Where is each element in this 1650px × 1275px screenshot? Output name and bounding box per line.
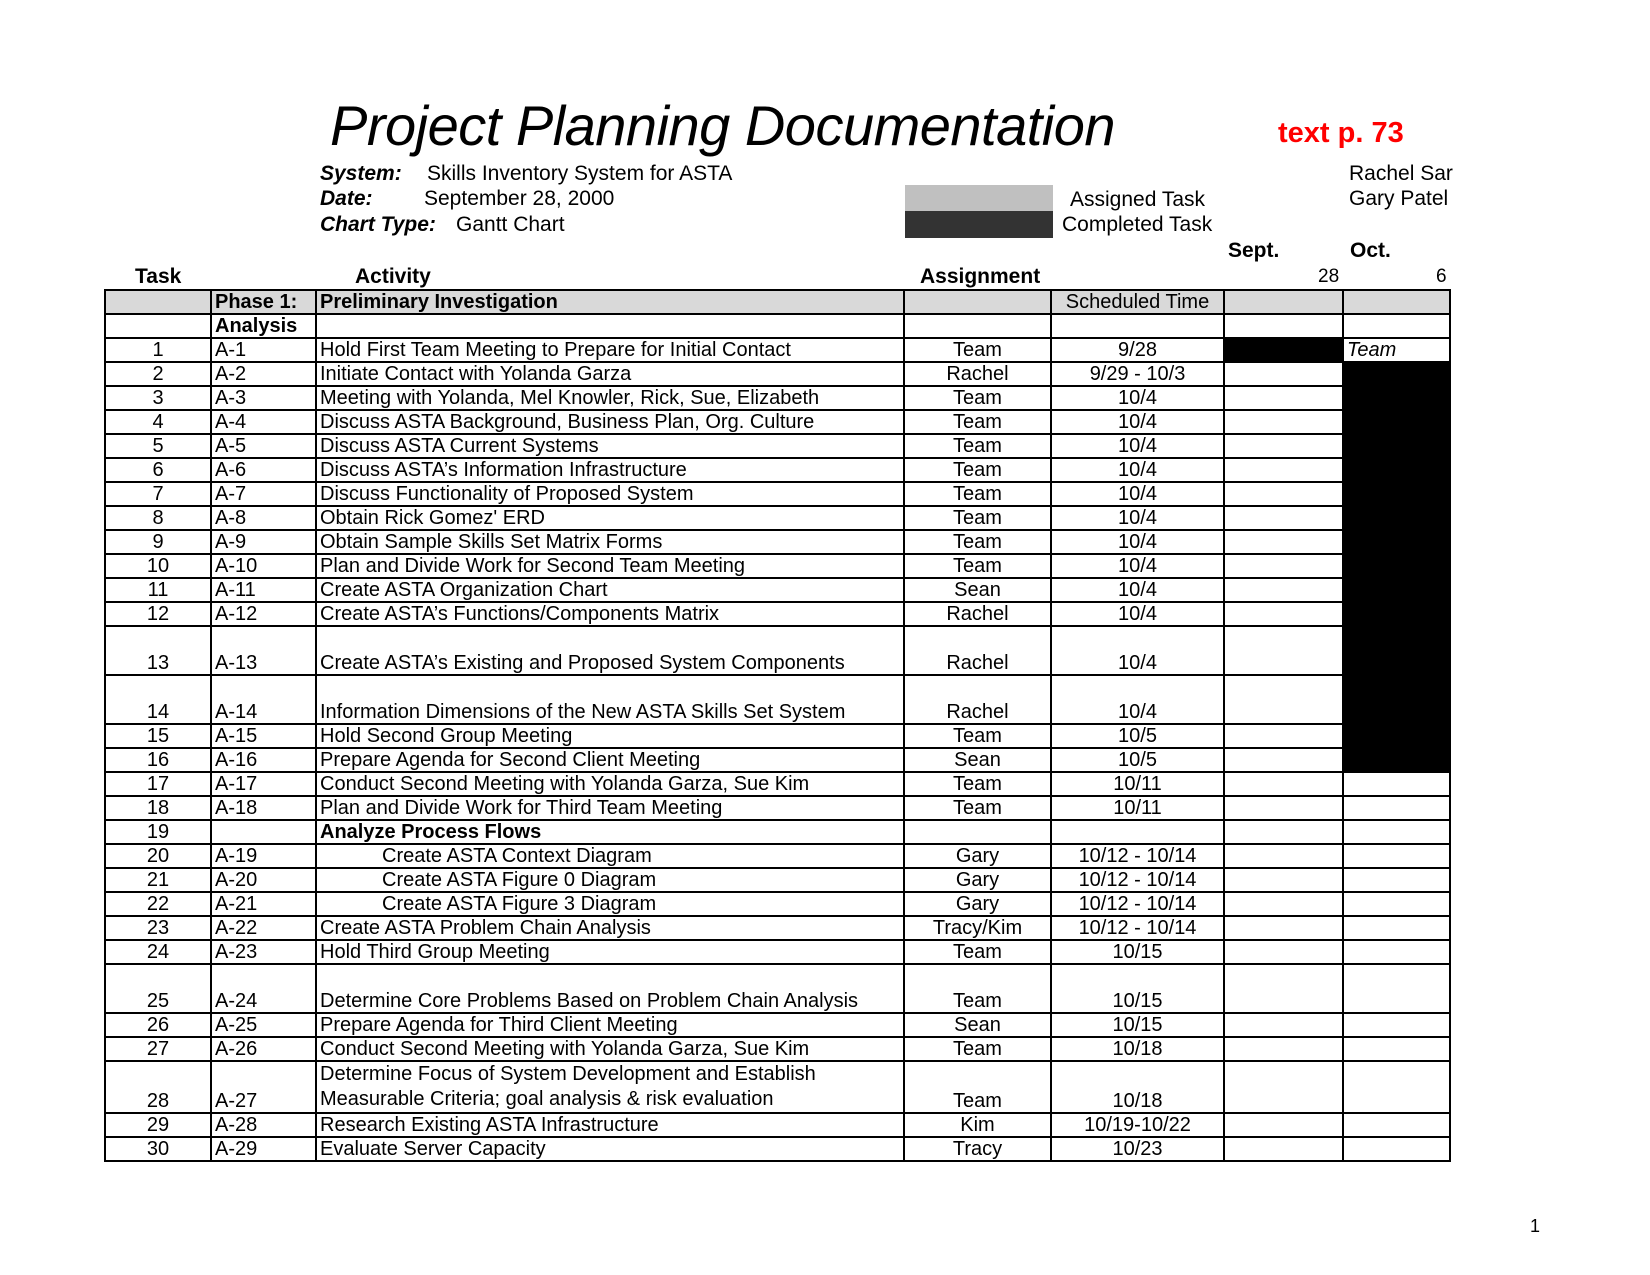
task-code: A-6 [211, 458, 316, 482]
column-header-month-oct: Oct. [1350, 239, 1391, 262]
text-reference: text p. 73 [1278, 117, 1404, 149]
task-number: 24 [105, 940, 211, 964]
table-row [105, 410, 1450, 434]
table-row [105, 554, 1450, 578]
assignment-cell: Team [904, 530, 1051, 554]
table-row [105, 482, 1450, 506]
week-oct-6-cell [1343, 796, 1450, 820]
phase-week2-cell [1343, 290, 1450, 314]
table-row [105, 1061, 1450, 1113]
week-sept-28-cell [1224, 820, 1343, 844]
scheduled-time-cell: 10/11 [1051, 772, 1224, 796]
activity-cell: Create ASTA’s Functions/Components Matrix [316, 602, 904, 626]
assignment-cell: Gary [904, 868, 1051, 892]
activity-cell: Information Dimensions of the New ASTA Skills Set System [316, 675, 904, 724]
task-number: 29 [105, 1113, 211, 1137]
gantt-completed-bar [1343, 386, 1450, 410]
table-row [105, 1013, 1450, 1037]
scheduled-time-cell: 10/12 - 10/14 [1051, 892, 1224, 916]
legend-completed-swatch [905, 211, 1053, 238]
assignment-cell: Team [904, 796, 1051, 820]
scheduled-time-cell: 10/4 [1051, 458, 1224, 482]
task-number: 12 [105, 602, 211, 626]
scheduled-time-cell: 10/12 - 10/14 [1051, 916, 1224, 940]
activity-cell: Initiate Contact with Yolanda Garza [316, 362, 904, 386]
activity-cell: Evaluate Server Capacity [316, 1137, 904, 1161]
date-label: Date: [320, 187, 373, 210]
task-number: 10 [105, 554, 211, 578]
assignment-cell: Team [904, 386, 1051, 410]
table-row [105, 626, 1450, 675]
week-sept-28-cell [1224, 626, 1343, 675]
assignment-cell: Team [904, 458, 1051, 482]
scheduled-time-cell: 10/5 [1051, 748, 1224, 772]
table-row [105, 772, 1450, 796]
week-sept-28-cell [1224, 434, 1343, 458]
task-number: 21 [105, 868, 211, 892]
task-number: 5 [105, 434, 211, 458]
scheduled-time-cell: 10/19-10/22 [1051, 1113, 1224, 1137]
week-sept-28-cell [1224, 554, 1343, 578]
gantt-completed-bar [1343, 530, 1450, 554]
week-sept-28-cell [1224, 458, 1343, 482]
table-row [105, 386, 1450, 410]
task-number: 19 [105, 820, 211, 844]
task-number: 1 [105, 338, 211, 362]
table-row [105, 362, 1450, 386]
scheduled-time-cell: 10/4 [1051, 602, 1224, 626]
activity-cell [316, 844, 904, 868]
table-row [105, 1137, 1450, 1161]
activity-cell: Obtain Rick Gomez' ERD [316, 506, 904, 530]
week-sept-28-cell [1224, 386, 1343, 410]
assignment-cell [904, 820, 1051, 844]
assignment-cell: Team [904, 940, 1051, 964]
week-oct-6-cell [1343, 1037, 1450, 1061]
assignment-cell: Team [904, 724, 1051, 748]
scheduled-time-cell: 10/15 [1051, 940, 1224, 964]
activity-cell: Discuss ASTA Background, Business Plan, Org. Culture [316, 410, 904, 434]
week-oct-6-cell [1343, 916, 1450, 940]
phase-week1-cell [1224, 290, 1343, 314]
gantt-completed-bar [1343, 554, 1450, 578]
table-row [105, 506, 1450, 530]
week-sept-28-cell [1224, 916, 1343, 940]
task-code: A-27 [211, 1061, 316, 1113]
task-code: A-8 [211, 506, 316, 530]
task-number: 11 [105, 578, 211, 602]
task-code: A-12 [211, 602, 316, 626]
task-number: 20 [105, 844, 211, 868]
phase-header-row [105, 290, 1450, 314]
assignment-cell: Sean [904, 1013, 1051, 1037]
activity-cell: Obtain Sample Skills Set Matrix Forms [316, 530, 904, 554]
assignment-cell: Team [904, 434, 1051, 458]
table-row [105, 892, 1450, 916]
page-number: 1 [1530, 1216, 1541, 1236]
activity-cell: Meeting with Yolanda, Mel Knowler, Rick, Sue, Elizabeth [316, 386, 904, 410]
week-sept-28-cell [1224, 844, 1343, 868]
task-number: 16 [105, 748, 211, 772]
assignment-cell: Rachel [904, 626, 1051, 675]
column-header-task: Task [135, 265, 182, 288]
week-oct-6-cell [1343, 964, 1450, 1013]
week-sept-28-cell [1224, 578, 1343, 602]
gantt-completed-bar [1224, 338, 1343, 362]
scheduled-time-cell: 10/4 [1051, 386, 1224, 410]
task-number: 4 [105, 410, 211, 434]
assignment-cell: Sean [904, 578, 1051, 602]
week-oct-6-cell [1343, 1113, 1450, 1137]
week-sept-28-cell [1224, 1061, 1343, 1113]
task-number: 28 [105, 1061, 211, 1113]
gantt-completed-bar [1343, 482, 1450, 506]
table-row [105, 916, 1450, 940]
task-number: 27 [105, 1037, 211, 1061]
activity-cell: Hold Third Group Meeting [316, 940, 904, 964]
table-row [105, 748, 1450, 772]
date-value: September 28, 2000 [424, 187, 615, 210]
week-sept-28-cell [1224, 506, 1343, 530]
activity-cell [316, 892, 904, 916]
task-code: A-13 [211, 626, 316, 675]
column-header-month-sept: Sept. [1228, 239, 1280, 262]
scheduled-time-cell: 10/4 [1051, 530, 1224, 554]
gantt-completed-bar [1343, 362, 1450, 386]
activity-cell: Hold First Team Meeting to Prepare for Initial Contact [316, 338, 904, 362]
task-number: 14 [105, 675, 211, 724]
assignment-cell: Team [904, 772, 1051, 796]
assignment-cell: Team [904, 506, 1051, 530]
table-row [105, 675, 1450, 724]
week-oct-6-cell [1343, 1013, 1450, 1037]
activity-text: Create ASTA Figure 0 Diagram [382, 869, 657, 891]
table-row [105, 724, 1450, 748]
scheduled-time-cell: 10/15 [1051, 964, 1224, 1013]
task-number: 7 [105, 482, 211, 506]
week-sept-28-cell [1224, 940, 1343, 964]
task-code: A-11 [211, 578, 316, 602]
column-header-day-6: 6 [1436, 266, 1447, 287]
scheduled-time-cell: 10/23 [1051, 1137, 1224, 1161]
scheduled-time-cell: 10/12 - 10/14 [1051, 844, 1224, 868]
task-code: A-16 [211, 748, 316, 772]
task-code: A-19 [211, 844, 316, 868]
week-oct-6-cell: Team [1343, 338, 1450, 362]
gantt-completed-bar [1343, 410, 1450, 434]
assignment-cell: Kim [904, 1113, 1051, 1137]
week-sept-28-cell [1224, 724, 1343, 748]
gantt-completed-bar [1343, 724, 1450, 748]
task-number: 30 [105, 1137, 211, 1161]
week-sept-28-cell [1224, 964, 1343, 1013]
assignment-cell: Team [904, 964, 1051, 1013]
phase-label-analysis: Analysis [211, 314, 316, 338]
week-sept-28-cell [1224, 410, 1343, 434]
phase-assign-cell [904, 290, 1051, 314]
scheduled-time-cell: 9/28 [1051, 338, 1224, 362]
week-sept-28-cell [1224, 1013, 1343, 1037]
activity-cell: Research Existing ASTA Infrastructure [316, 1113, 904, 1137]
gantt-completed-bar [1343, 578, 1450, 602]
assignment-cell: Tracy [904, 1137, 1051, 1161]
week-sept-28-cell [1224, 602, 1343, 626]
task-number: 9 [105, 530, 211, 554]
task-code: A-15 [211, 724, 316, 748]
task-number: 26 [105, 1013, 211, 1037]
assignment-cell: Sean [904, 748, 1051, 772]
activity-cell: Create ASTA’s Existing and Proposed System Components [316, 626, 904, 675]
gantt-completed-bar [1343, 626, 1450, 675]
activity-cell [316, 868, 904, 892]
task-code: A-28 [211, 1113, 316, 1137]
activity-cell: Discuss Functionality of Proposed System [316, 482, 904, 506]
scheduled-time-cell [1051, 820, 1224, 844]
task-code: A-20 [211, 868, 316, 892]
phase-task-cell [105, 290, 211, 314]
activity-text: Create ASTA Context Diagram [382, 845, 652, 867]
assignment-cell: Team [904, 1037, 1051, 1061]
gantt-completed-bar [1343, 506, 1450, 530]
team-member-name: Rachel Sar [1349, 162, 1453, 185]
week-sept-28-cell [1224, 362, 1343, 386]
week-sept-28-cell [1224, 675, 1343, 724]
assignment-cell: Gary [904, 844, 1051, 868]
week-oct-6-cell [1343, 844, 1450, 868]
activity-cell: Create ASTA Organization Chart [316, 578, 904, 602]
task-number: 3 [105, 386, 211, 410]
scheduled-time-cell: 10/4 [1051, 482, 1224, 506]
task-code: A-18 [211, 796, 316, 820]
system-value: Skills Inventory System for ASTA [427, 162, 733, 185]
task-number: 25 [105, 964, 211, 1013]
scheduled-time-cell: 10/18 [1051, 1037, 1224, 1061]
task-number: 23 [105, 916, 211, 940]
task-code: A-14 [211, 675, 316, 724]
task-number: 2 [105, 362, 211, 386]
task-code: A-4 [211, 410, 316, 434]
week-oct-6-cell [1343, 940, 1450, 964]
week-oct-6-cell [1343, 772, 1450, 796]
team-member-name: Gary Patel [1349, 187, 1449, 210]
activity-cell: Determine Core Problems Based on Problem Chain Analysis [316, 964, 904, 1013]
week-sept-28-cell [1224, 868, 1343, 892]
scheduled-time-cell: 10/11 [1051, 796, 1224, 820]
activity-cell: Hold Second Group Meeting [316, 724, 904, 748]
system-label: System: [320, 162, 402, 185]
column-header-activity: Activity [355, 265, 431, 288]
scheduled-time-cell: 10/4 [1051, 434, 1224, 458]
week-oct-6-cell [1343, 892, 1450, 916]
scheduled-time-cell: 10/5 [1051, 724, 1224, 748]
task-number: 8 [105, 506, 211, 530]
scheduled-time-cell: 10/12 - 10/14 [1051, 868, 1224, 892]
table-row [105, 940, 1450, 964]
assignment-cell: Rachel [904, 362, 1051, 386]
activity-cell: Plan and Divide Work for Third Team Meeting [316, 796, 904, 820]
gantt-completed-bar [1343, 602, 1450, 626]
assignment-cell: Tracy/Kim [904, 916, 1051, 940]
chart-type-value: Gantt Chart [456, 213, 565, 236]
task-code: A-29 [211, 1137, 316, 1161]
week-sept-28-cell [1224, 892, 1343, 916]
scheduled-time-cell: 10/4 [1051, 506, 1224, 530]
task-code: A-17 [211, 772, 316, 796]
gantt-completed-bar [1343, 675, 1450, 724]
week-sept-28-cell [1224, 530, 1343, 554]
task-code: A-22 [211, 916, 316, 940]
assignment-cell: Team [904, 1061, 1051, 1113]
table-row [105, 530, 1450, 554]
table-row [105, 578, 1450, 602]
task-code: A-2 [211, 362, 316, 386]
week-oct-6-cell [1343, 868, 1450, 892]
table-row [105, 1113, 1450, 1137]
scheduled-time-cell: 10/4 [1051, 675, 1224, 724]
activity-cell: Prepare Agenda for Second Client Meeting [316, 748, 904, 772]
activity-cell: Discuss ASTA’s Information Infrastructure [316, 458, 904, 482]
table-row [105, 602, 1450, 626]
gantt-completed-bar [1343, 458, 1450, 482]
week-oct-6-cell [1343, 1137, 1450, 1161]
task-code: A-21 [211, 892, 316, 916]
gantt-completed-bar [1343, 434, 1450, 458]
task-number: 17 [105, 772, 211, 796]
activity-cell: Analyze Process Flows [316, 820, 904, 844]
table-row [105, 1037, 1450, 1061]
chart-type-label: Chart Type: [320, 213, 436, 236]
task-code: A-3 [211, 386, 316, 410]
task-number: 6 [105, 458, 211, 482]
task-code: A-7 [211, 482, 316, 506]
activity-cell: Plan and Divide Work for Second Team Meeting [316, 554, 904, 578]
scheduled-time-cell: 10/4 [1051, 410, 1224, 434]
task-number: 15 [105, 724, 211, 748]
week-oct-6-cell [1343, 820, 1450, 844]
task-number: 22 [105, 892, 211, 916]
week-sept-28-cell [1224, 748, 1343, 772]
task-code [211, 820, 316, 844]
assignment-cell: Team [904, 338, 1051, 362]
document-title: Project Planning Documentation [330, 94, 1116, 157]
scheduled-time-cell: 10/4 [1051, 554, 1224, 578]
assignment-cell: Gary [904, 892, 1051, 916]
table-row [105, 458, 1450, 482]
table-row [105, 964, 1450, 1013]
task-number: 13 [105, 626, 211, 675]
week-sept-28-cell [1224, 482, 1343, 506]
assignment-cell: Team [904, 554, 1051, 578]
week-sept-28-cell [1224, 1113, 1343, 1137]
task-code: A-23 [211, 940, 316, 964]
scheduled-time-cell: 9/29 - 10/3 [1051, 362, 1224, 386]
activity-cell: Determine Focus of System Development and Establish Measurable Criteria; goal analysis & risk evaluation [316, 1061, 904, 1113]
activity-cell: Conduct Second Meeting with Yolanda Garza, Sue Kim [316, 1037, 904, 1061]
legend-completed-label: Completed Task [1062, 213, 1213, 236]
phase-title: Preliminary Investigation [316, 290, 904, 314]
task-code: A-24 [211, 964, 316, 1013]
column-header-assignment: Assignment [920, 265, 1041, 288]
table-row [105, 868, 1450, 892]
assignment-cell: Rachel [904, 602, 1051, 626]
week-sept-28-cell [1224, 1037, 1343, 1061]
gantt-completed-bar [1343, 748, 1450, 772]
week-sept-28-cell [1224, 796, 1343, 820]
scheduled-time-cell: 10/4 [1051, 578, 1224, 602]
legend-assigned-swatch [905, 185, 1053, 212]
activity-cell: Create ASTA Problem Chain Analysis [316, 916, 904, 940]
task-code: A-1 [211, 338, 316, 362]
scheduled-time-cell: 10/4 [1051, 626, 1224, 675]
assignment-cell: Rachel [904, 675, 1051, 724]
activity-cell: Conduct Second Meeting with Yolanda Garza, Sue Kim [316, 772, 904, 796]
gantt-table [104, 289, 1451, 1162]
task-number: 18 [105, 796, 211, 820]
scheduled-time-cell: 10/15 [1051, 1013, 1224, 1037]
assignment-cell: Team [904, 410, 1051, 434]
activity-text: Create ASTA Figure 3 Diagram [382, 893, 657, 915]
scheduled-time-header: Scheduled Time [1051, 290, 1224, 314]
activity-cell: Prepare Agenda for Third Client Meeting [316, 1013, 904, 1037]
phase-label: Phase 1: [211, 290, 316, 314]
activity-cell: Discuss ASTA Current Systems [316, 434, 904, 458]
task-code: A-25 [211, 1013, 316, 1037]
scheduled-time-cell: 10/18 [1051, 1061, 1224, 1113]
table-row [105, 338, 1450, 362]
column-header-day-28: 28 [1318, 266, 1340, 287]
task-code: A-9 [211, 530, 316, 554]
table-row [105, 796, 1450, 820]
week-oct-6-cell [1343, 1061, 1450, 1113]
task-code: A-5 [211, 434, 316, 458]
week-sept-28-cell [1224, 1137, 1343, 1161]
table-row [105, 844, 1450, 868]
task-code: A-10 [211, 554, 316, 578]
week-sept-28-cell [1224, 772, 1343, 796]
task-code: A-26 [211, 1037, 316, 1061]
table-row [105, 434, 1450, 458]
table-row [105, 820, 1450, 844]
phase-subheader-row [105, 314, 1450, 338]
assignment-cell: Team [904, 482, 1051, 506]
legend-assigned-label: Assigned Task [1070, 188, 1206, 211]
